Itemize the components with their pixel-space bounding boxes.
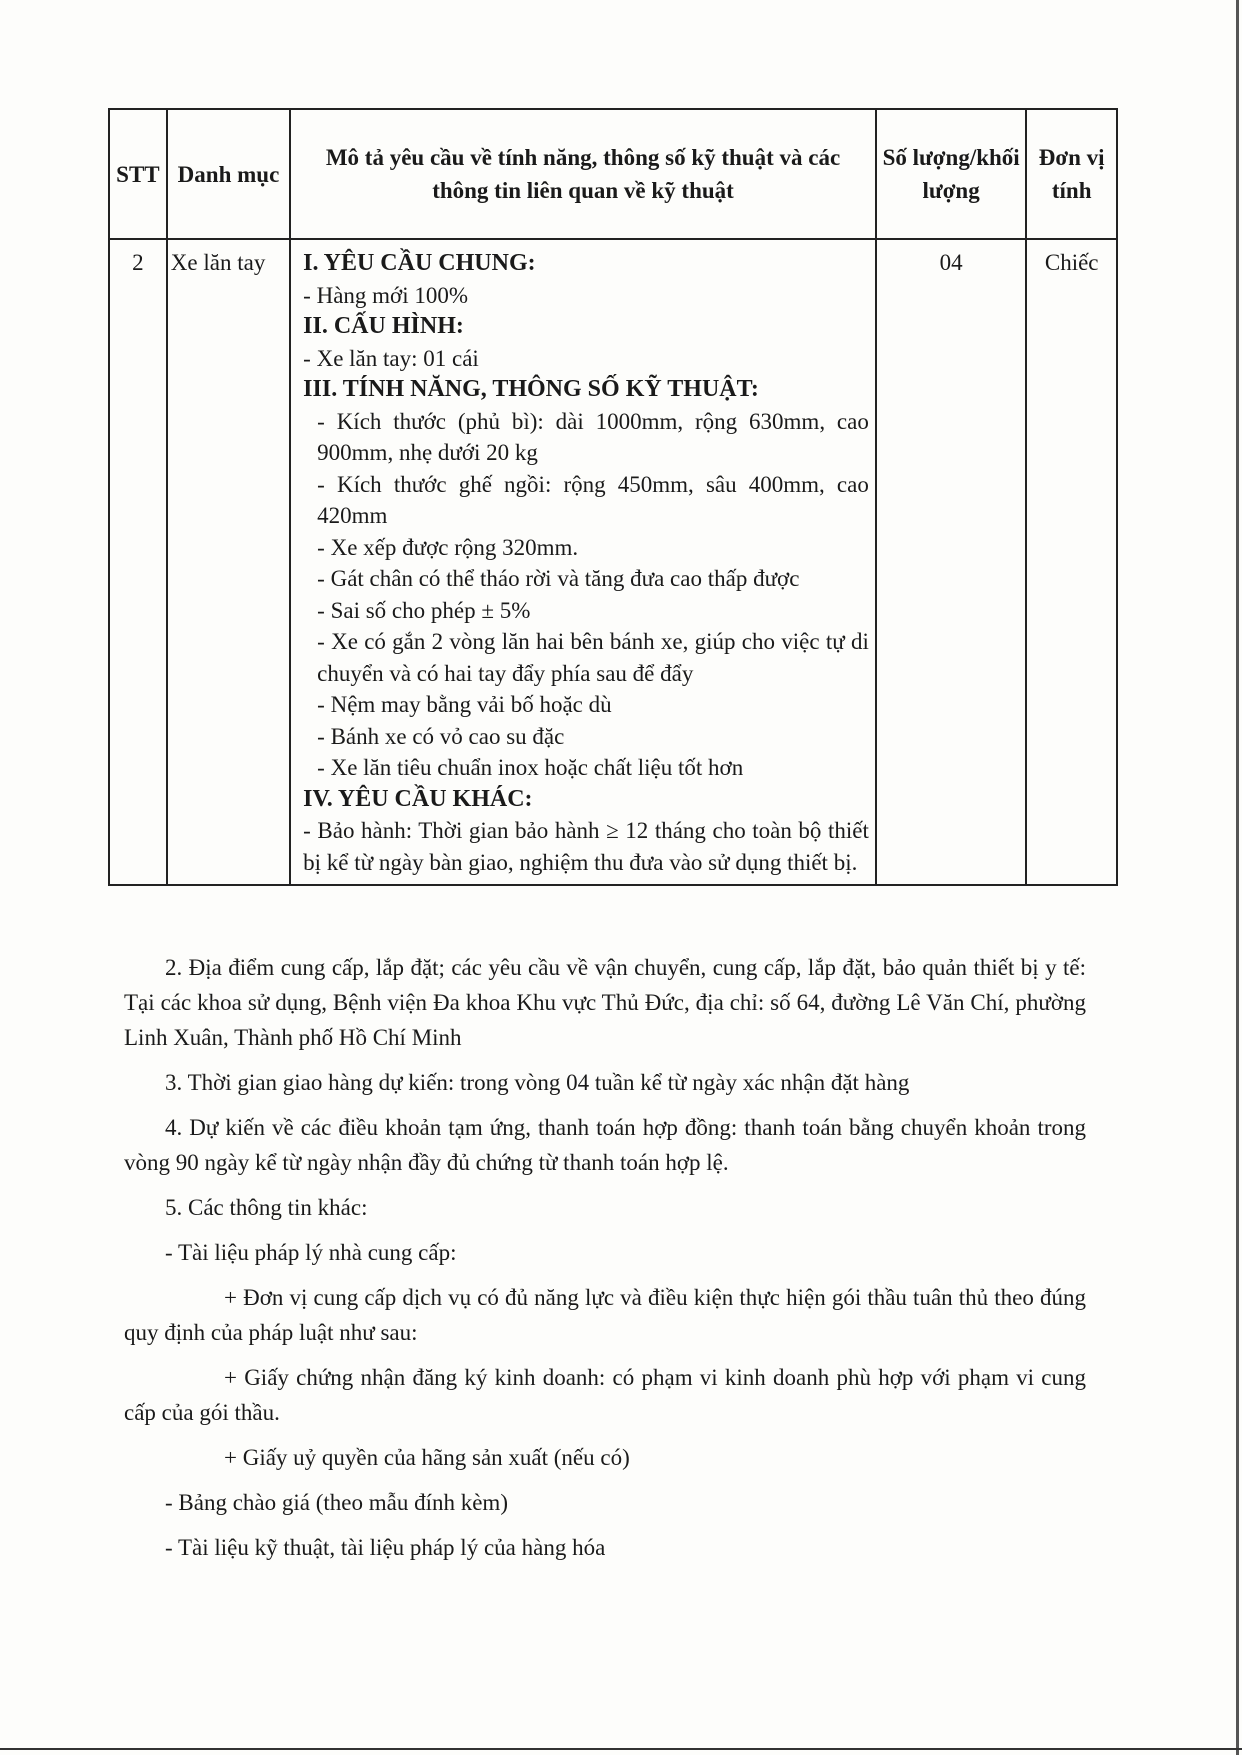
paragraph-quotation: - Bảng chào giá (theo mẫu đính kèm) [165,1490,508,1515]
spec-line: - Hàng mới 100% [303,282,469,308]
header-stt: STT [109,109,167,239]
section-title: III. TÍNH NĂNG, THÔNG SỐ KỸ THUẬT: [303,376,759,402]
header-danh-muc: Danh mục [167,109,290,239]
header-don-vi: Đơn vị tính [1026,109,1117,239]
cell-mo-ta [290,239,876,885]
header-so-luong: Số lượng/khối lượng [876,109,1027,239]
table-header-row [109,109,1117,239]
spec-line: - Xe xếp được rộng 320mm. [317,534,579,560]
spec-line: - Nệm may bằng vải bố hoặc dù [317,692,612,717]
cell-danh-muc: Xe lăn tay [167,239,290,885]
header-mo-ta: Mô tả yêu cầu về tính năng, thông số kỹ thuật và các thông tin liên quan về kỹ thuật [290,109,876,239]
cell-stt: 2 [109,239,167,885]
section-title: I. YÊU CẦU CHUNG: [303,250,536,276]
spec-line: - Gát chân có thể tháo rời và tăng đưa cao thấp được [317,566,800,591]
spec-line: - Xe có gắn 2 vòng lăn hai bên bánh xe, giúp cho việc tự di chuyển và có hai tay đẩy phía sau để đẩy [317,629,869,686]
paragraph-delivery-location: 2. Địa điểm cung cấp, lắp đặt; các yêu cầu về vận chuyển, cung cấp, lắp đặt, bảo quản thiết bị y tế: Tại các khoa sử dụng, Bệnh viện Đa khoa Khu vực Thủ Đức, địa chỉ: số 64, đường Lê Văn Chí, phường Linh Xuân, Thành phố Hồ Chí Minh [124,955,1086,1050]
scan-bottom-edge [0,1748,1242,1750]
spec-line: - Bảo hành: Thời gian bảo hành ≥ 12 tháng cho toàn bộ thiết bị kể từ ngày bàn giao, nghiệm thu đưa vào sử dụng thiết bị. [303,818,869,875]
paragraph-technical-docs: - Tài liệu kỹ thuật, tài liệu pháp lý của hàng hóa [165,1535,606,1560]
paragraph-delivery-time: 3. Thời gian giao hàng dự kiến: trong vòng 04 tuần kể từ ngày xác nhận đặt hàng [165,1070,910,1095]
paragraph-legal-docs: - Tài liệu pháp lý nhà cung cấp: [165,1240,457,1265]
section-title: IV. YÊU CẦU KHÁC: [303,785,533,812]
spec-line: - Kích thước ghế ngồi: rộng 450mm, sâu 400mm, cao 420mm [317,471,869,528]
paragraph-capability: + Đơn vị cung cấp dịch vụ có đủ năng lực và điều kiện thực hiện gói thầu tuân thủ theo đúng quy định của pháp luật như sau: [124,1285,1086,1345]
table-row [109,239,1117,885]
section-title: II. CẤU HÌNH: [303,313,464,339]
spec-table [108,108,1118,886]
paragraph-business-license: + Giấy chứng nhận đăng ký kinh doanh: có phạm vi kinh doanh phù hợp với phạm vi cung cấp của gói thầu. [124,1365,1086,1425]
paragraph-other-info: 5. Các thông tin khác: [165,1195,368,1220]
scan-edge [1236,0,1239,1755]
document-body [124,950,1086,1575]
spec-line: - Bánh xe có vỏ cao su đặc [317,723,565,749]
spec-line: - Sai số cho phép ± 5% [317,597,531,623]
spec-line: - Xe lăn tiêu chuẩn inox hoặc chất liệu tốt hơn [317,755,744,780]
spec-line: - Xe lăn tay: 01 cái [303,345,479,371]
cell-don-vi: Chiếc [1026,239,1117,885]
paragraph-authorization: + Giấy uỷ quyền của hãng sản xuất (nếu có) [224,1445,630,1470]
cell-so-luong: 04 [876,239,1027,885]
spec-line: - Kích thước (phủ bì): dài 1000mm, rộng 630mm, cao 900mm, nhẹ dưới 20 kg [317,408,869,465]
paragraph-payment-terms: 4. Dự kiến về các điều khoản tạm ứng, thanh toán hợp đồng: thanh toán bằng chuyển khoản trong vòng 90 ngày kể từ ngày nhận đầy đủ chứng từ thanh toán hợp lệ. [124,1115,1086,1175]
